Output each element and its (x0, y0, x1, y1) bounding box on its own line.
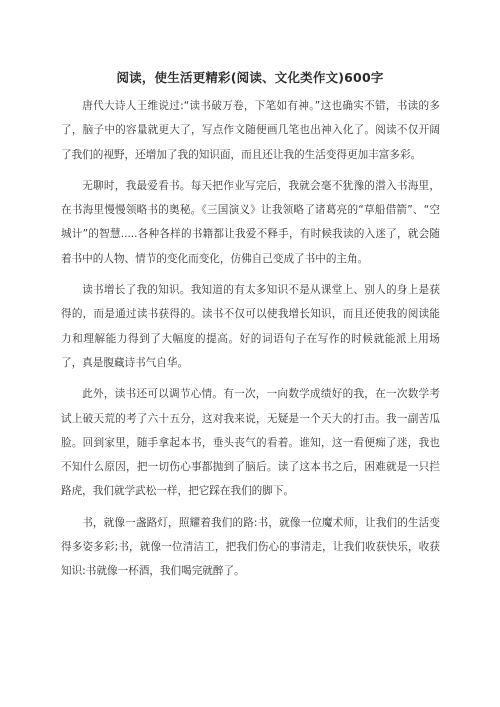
paragraph-1: 唐代大诗人王维说过:“读书破万卷，下笔如有神。”这也确实不错，书读的多了，脑子中的容量就更大了，写点作文随便画几笔也出神入化了。阅读不仅开阔了我们的视野，还增加了我的知识面，而且还让我的生活变得更加丰富多彩。 (61, 100, 440, 161)
paragraph-4: 此外，读书还可以调节心情。有一次，一向数学成绩好的我，在一次数学考试上破天荒的考了六十五分，这对我来说，无疑是一个天大的打击。我一副苦瓜脸。回到家里，随手拿起本书，垂头丧气的看着。谁知，这一看便痴了迷，我也不知什么原因，把一切伤心事都抛到了脑后。读了这本书之后，困难就是一只拦路虎，我们就学武松一样，把它踩在我们的脚下。 (61, 388, 440, 498)
paragraph-5: 书，就像一盏路灯，照耀着我们的路:书，就像一位魔术师，让我们的生活变得多姿多彩;书，就像一位清洁工，把我们伤心的事清走，让我们收获快乐，收获知识:书就像一杯酒，我们喝完就醉了。 (61, 516, 440, 578)
paragraph-3: 读书增长了我的知识。我知道的有太多知识不是从课堂上、别人的身上是获得的，而是通过读书获得的。读书不仅可以使我增长知识，而且还使我的阅读能力和理解能力得到了大幅度的提高。好的词语句子在写作的时候就能派上用场了，真是腹藏诗书气自华。 (61, 284, 440, 369)
document-body (61, 94, 440, 591)
document-title: 阅读，使生活更精彩(阅读、文化类作文)600字 (116, 70, 384, 85)
paragraph-2: 无聊时，我最爱看书。每天把作业写完后，我就会毫不犹豫的潜入书海里，在书海里慢慢领略书的奥秘。《三国演义》让我领略了诸葛亮的“草船借箭”、“空城计”的智慧.....各种各样的书籍都让我爱不释手，有时候我读的入迷了，就会随着书中的人物、情节的变化而变化，仿佛自己变成了书中的主角。 (61, 179, 440, 265)
